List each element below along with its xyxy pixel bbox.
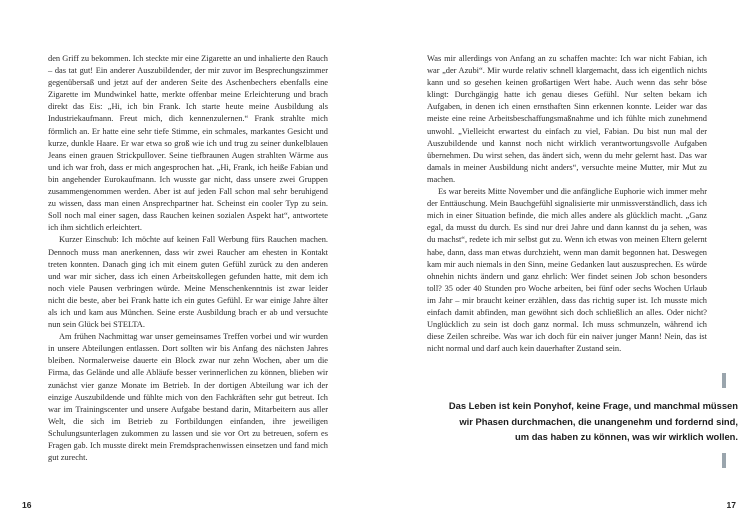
pull-quote-line: Das Leben ist kein Ponyhof, keine Frage, und manchmal müssen	[448, 400, 738, 411]
paragraph: Am frühen Nachmittag war unser gemeinsames Treffen vorbei und wir wurden in unsere Abteilungen entlassen. Dort sollten wir bis Anfang des nächsten Jahres bleiben. Normalerweise dauerte ein Block zwar nur zehn Wochen, aber um die Firma, das Gelände und alle Abläufe besser verinnerlichen zu können, blieben wir zunächst vier ganze Monate im Betrieb. In der dortigen Abteilung war ich der einzige Auszubildende und fühlte mich von den Fachkräften sehr gut betreut. Ich war im Trainingscenter und unsere Aufgabe bestand darin, Mitarbeitern aus aller Welt, die sich im Betrieb zu Fortbildungen einfanden, ihre jeweiligen Schulungsunterlagen zukommen zu lassen und sie vor Ort zu betreuen, sofern es Fragen gab. Ich musste direkt mein Fremdsprachenwissen einsetzen und fand mich gut zurecht.	[48, 332, 328, 463]
paragraph: Was mir allerdings von Anfang an zu schaffen machte: Ich war nicht Fabian, ich war „der Azubi“. Mir wurde relativ schnell klargemacht, dass ich eigentlich nichts kann und so gesehen keinen großartigen Wert habe. Auch wenn das sehr böse klingt: Durchgängig hatte ich genau dieses Gefühl. Nur selten bekam ich Aufgaben, in denen ich einen ernsthaften Sinn erkennen konnte. Leider war das meiste eine reine Arbeitsbeschaffungsmaßnahme und ich fühlte mich zunehmend unwohl. „Vielleicht erwartest du einfach zu viel, Fabian. Du bist nun mal der Auszubildende und kannst noch nicht wirklich verantwortungsvolle Aufgaben übernehmen. Du wirst sehen, das ändert sich, wenn du mehr gelernt hast. Das war damals in meiner Ausbildung nicht anders“, versuchte meine Mutter, mir Mut zu machen.	[427, 54, 707, 184]
page-number-left: 16	[22, 500, 32, 510]
pull-quote	[420, 398, 738, 445]
paragraph: Kurzer Einschub: Ich möchte auf keinen Fall Werbung fürs Rauchen machen. Dennoch muss man anerkennen, dass wir zwei Raucher am ehesten in Kontakt treten konnten. Danach ging ich mit einem guten Gefühl zurück zu den anderen und war mir sicher, dass ich einen Arbeitskollegen gefunden hatte, mit dem ich noch viele Pausen verbringen würde. Meine Menschenkenntnis ist zwar leider nicht die beste, aber bei Frank hatte ich ein gutes Gefühl. Er war einige Jahre älter als ich und kam aus München. Seine erste Ausbildung brach er ab und versuchte nun sein Glück bei STELTA.	[48, 235, 328, 330]
page-number-right: 17	[726, 500, 736, 510]
pull-quote-line: wir Phasen durchmachen, die unangenehm und fordernd sind,	[459, 415, 738, 427]
paragraph: den Griff zu bekommen. Ich steckte mir eine Zigarette an und inhalierte den Rauch – das tat gut! Ein anderer Auszubildender, der mir zuvor im Besprechungszimmer gegenübersaß und jetzt auf der anderen Seite des Aschenbechers ebenfalls eine Zigarette im Mundwinkel hatte, merkte offenbar meine Erleichterung und brach direkt das Eis: „Hi, ich bin Frank. Ich starte heute meine Ausbildung als Industriekaufmann. Freut mich, dich kennenzulernen.“ Frank strahlte mich förmlich an. Er hatte eine sehr tiefe Stimme, ein schmales, markantes Gesicht und kurze, dunkle Haare. Er war etwa so groß wie ich und trug zu seiner dunkelblauen Jeans einen grauen Strickpullover. Seine tiefbraunen Augen strahlten Wärme aus und ich war froh, dass er mich angesprochen hat. „Hi, Frank, ich heiße Fabian und bin angehender Eurokaufmann. Ich wusste gar nicht, dass unsere zwei Gruppen zusammengenommen werden. Aber ist auf jeden Fall schon mal sehr beruhigend zu wissen, dass man einen Ansprechpartner hat. Scheinst ein cooler Typ zu sein. Soll noch mal einer sagen, dass Rauchen keinen sozialen Aspekt hat“, antwortete ich ihm sichtlich erleichtert.	[48, 54, 328, 233]
paragraph: Es war bereits Mitte November und die anfängliche Euphorie wich immer mehr der Enttäuschung. Mein Bauchgefühl signalisierte mir unmissverständlich, dass ich mich in einer Situation befinde, die mich alles andere als glücklich macht. „Ganz egal, da musst du durch. Es sind nur drei Jahre und dann kannst du ja sehen, was du machst“, redete ich mir selbst gut zu. Wenn ich etwas von meinen Eltern gelernt habe, dann, dass man etwas durchzieht, wenn man damit begonnen hat. Deswegen kam mir auch niemals in den Sinn, meine Gedanken laut auszusprechen. Es würde ohnehin nichts ändern und ganz ehrlich: Wer findet seinen Job schon besonders toll? 35 oder 40 Stunden pro Woche arbeiten, bei fünf oder sechs Wochen Urlaub im Jahr – mir braucht keiner erzählen, dass das richtig super ist. Ich musste mich einfach damit abfinden, man gewöhnt sich doch schließlich an alles. Oder nicht? Unglücklich zu sein ist doch ganz normal. Ich muss schmunzeln, während ich diese Zeilen schreibe. Was war ich doch für ein naiver junger Mann! Nein, das ist nicht normal und darf auch kein dauerhafter Zustand sein.	[427, 187, 707, 354]
pull-quote-line: um das haben zu können, was wir wirklich wollen.	[515, 431, 738, 443]
right-text-column	[427, 53, 707, 355]
pull-quote-bar-bottom	[722, 453, 726, 468]
left-text-column	[48, 53, 328, 464]
right-page	[375, 0, 750, 532]
pull-quote-bar-top	[722, 373, 726, 388]
